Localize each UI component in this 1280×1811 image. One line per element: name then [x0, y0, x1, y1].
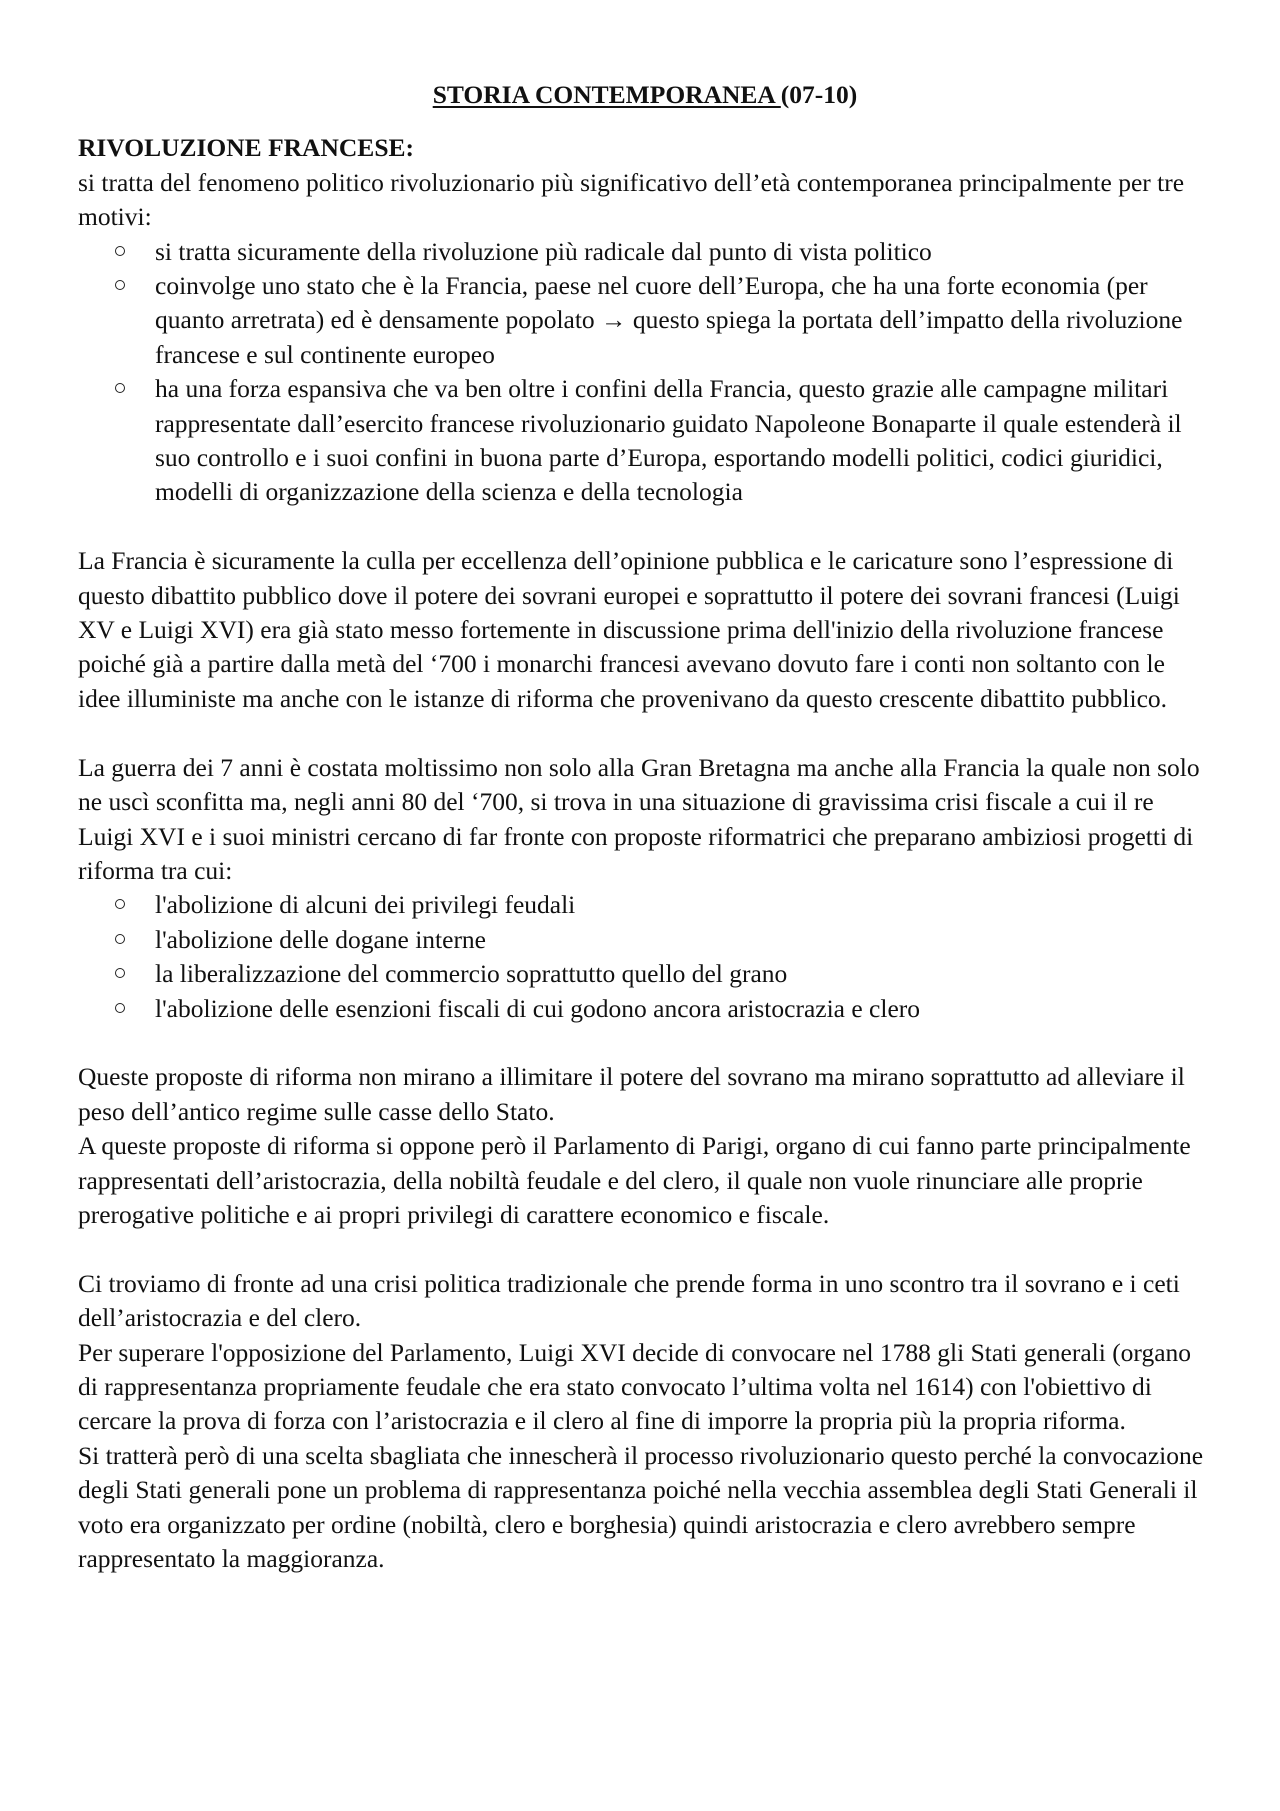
paragraph-opinione-pubblica: La Francia è sicuramente la culla per eccellenza dell’opinione pubblica e le caricature sono l’espressione di questo dibattito pubblico dove il potere dei sovrani europei e soprattutto il potere dei sovrani francesi (Luigi XV e Luigi XVI) era già stato messo fortemente in discussione prima dell'inizio della rivoluzione francese poiché già a partire dalla metà del ‘700 i monarchi francesi avevano dovuto fare i conti non soltanto con le idee illuministe ma anche con le istanze di riforma che provenivano da questo crescente dibattito pubblico. — [78, 546, 1180, 713]
paragraph-crisi-politica: Ci troviamo di fronte ad una crisi politica tradizionale che prende forma in uno scontro tra il sovrano e i ceti dell’aristocrazia e del clero. — [78, 1268, 1180, 1333]
circle-bullet-icon — [115, 246, 125, 256]
circle-bullet-icon — [115, 899, 125, 909]
motivi-list — [78, 235, 1208, 510]
list-item: coinvolge uno stato che è la Francia, paese nel cuore dell’Europa, che ha una forte economia (per quanto arretrata) ed è densamente popolato → questo spiega la portata dell’impatto della rivoluzione francese e sul continente europeo — [155, 269, 1208, 372]
riforme-list — [78, 888, 1208, 1026]
paragraph-stati-generali: Per superare l'opposizione del Parlamento, Luigi XVI decide di convocare nel 1788 gli Stati generali (organo di rappresentanza propriamente feudale che era stato convocato l’ultima volta nel 1614) con l'obiettivo di cercare la prova di forza con l’aristocrazia e il clero al fine di imporre la propria più la propria riforma. — [78, 1337, 1192, 1436]
circle-bullet-icon — [115, 383, 125, 393]
list-item: si tratta sicuramente della rivoluzione più radicale dal punto di vista politico — [155, 235, 1208, 269]
paragraph-parlamento-parigi: A queste proposte di riforma si oppone però il Parlamento di Parigi, organo di cui fanno parte principalmente rappresentati dell’aristocrazia, della nobiltà feudale e del clero, il quale non vuole rinunciare alle proprie prerogative politiche e ai propri privilegi di carattere economico e fiscale. — [78, 1131, 1191, 1229]
circle-bullet-icon — [115, 1003, 125, 1013]
section-heading: RIVOLUZIONE FRANCESE: — [78, 133, 414, 163]
paragraph-proposte-riforma: Queste proposte di riforma non mirano a illimitare il potere del sovrano ma mirano soprattutto ad alleviare il peso dell’antico regime sulle casse dello Stato. — [78, 1062, 1185, 1126]
paragraph-scelta-sbagliata: Si tratterà però di una scelta sbagliata che innescherà il processo rivoluzionario questo perché la convocazione degli Stati generali pone un problema di rappresentanza poiché nella vecchia assemblea degli Stati Generali il voto era organizzato per ordine (nobiltà, clero e borghesia) quindi aristocrazia e clero avrebbero sempre rappresentato la maggioranza. — [78, 1440, 1204, 1573]
list-item: l'abolizione delle dogane interne — [155, 923, 1208, 957]
list-item: l'abolizione di alcuni dei privilegi feudali — [155, 888, 1208, 922]
list-item: l'abolizione delle esenzioni fiscali di cui godono ancora aristocrazia e clero — [155, 992, 1208, 1026]
page-title — [78, 78, 1208, 112]
list-item: ha una forza espansiva che va ben oltre i confini della Francia, questo grazie alle campagne militari rappresentate dall’esercito francese rivoluzionario guidato Napoleone Bonaparte il quale estenderà il suo controllo e i suoi confini in buona parte d’Europa, esportando modelli politici, codici giuridici, modelli di organizzazione della scienza e della tecnologia — [155, 372, 1208, 510]
document-body — [78, 78, 1208, 1576]
paragraph-guerra-sette-anni: La guerra dei 7 anni è costata moltissimo non solo alla Gran Bretagna ma anche alla Francia la quale non solo ne uscì sconfitta ma, negli anni 80 del ‘700, si trova in una situazione di gravissima crisi fiscale a cui il re Luigi XVI e i suoi ministri cercano di far fronte con proposte riformatrici che preparano ambiziosi progetti di riforma tra cui: — [78, 752, 1200, 885]
list-item: la liberalizzazione del commercio soprattutto quello del grano — [155, 957, 1208, 991]
intro-paragraph: si tratta del fenomeno politico rivoluzionario più significativo dell’età contemporanea principalmente per tre motivi: — [78, 167, 1185, 232]
title-underlined: STORIA CONTEMPORANEA — [432, 80, 781, 109]
title-date: (07-10) — [780, 80, 858, 109]
circle-bullet-icon — [115, 934, 125, 944]
circle-bullet-icon — [115, 280, 125, 290]
circle-bullet-icon — [115, 968, 125, 978]
